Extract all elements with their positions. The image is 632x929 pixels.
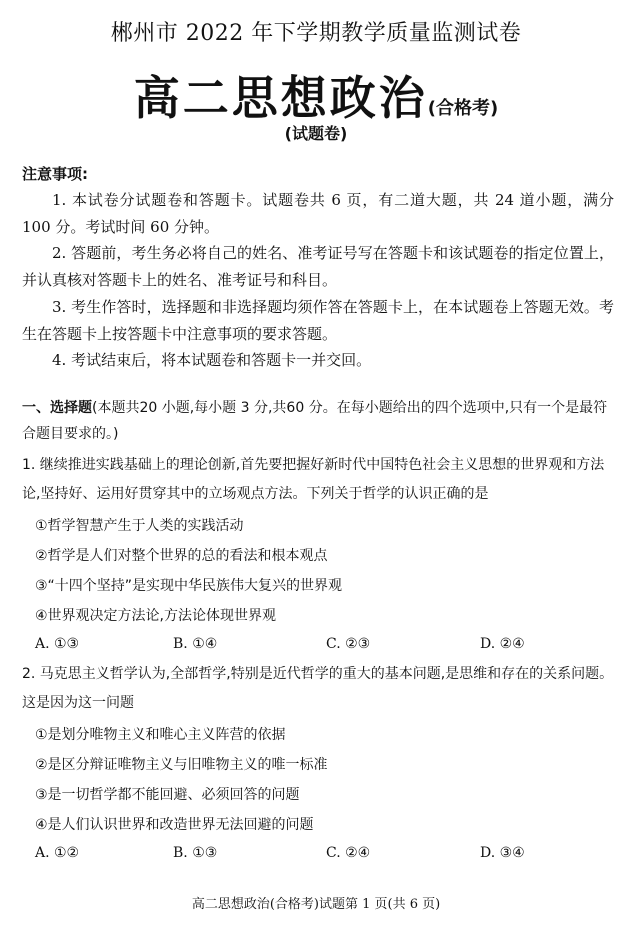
section-label: 一、选择题 — [22, 400, 92, 416]
answer-choice-c: C. ②④ — [326, 845, 371, 861]
question-stem: 2. 马克思主义哲学认为,全部哲学,特别是近代哲学的重大的基本问题,是思维和存在的关系问题。这是因为这一问题 — [22, 666, 614, 711]
question-option: ④是人们认识世界和改造世界无法回避的问题 — [35, 817, 314, 833]
subject-title — [0, 62, 632, 128]
question-option: ③是一切哲学都不能回避、必须回答的问题 — [35, 787, 300, 803]
section-description: (本题共20 小题,每小题 3 分,共60 分。在每小题给出的四个选项中,只有一个是最符合题目要求的。) — [22, 400, 608, 442]
notice-item: 4. 考试结束后，将本试题卷和答题卡一并交回。 — [52, 351, 372, 369]
question-option: ④世界观决定方法论,方法论体现世界观 — [35, 608, 276, 624]
question-stem: 1. 继续推进实践基础上的理论创新,首先要把握好新时代中国特色社会主义思想的世界观和方法论,坚持好、运用好贯穿其中的立场观点方法。下列关于哲学的认识正确的是 — [22, 457, 605, 502]
question-option: ②是区分辩证唯物主义与旧唯物主义的唯一标准 — [35, 757, 328, 773]
page-footer: 高二思想政治(合格考)试题第 1 页(共 6 页) — [191, 897, 441, 912]
answer-choice-c: C. ②③ — [326, 636, 371, 652]
notice-item: 1. 本试卷分试题卷和答题卡。试题卷共 6 页，有二道大题，共 24 道小题，满分 100 分。考试时间 60 分钟。 — [22, 191, 614, 236]
exam-type-tag: (合格考) — [427, 98, 499, 119]
answer-choice-d: D. ②④ — [480, 636, 525, 652]
answer-choice-b: B. ①③ — [173, 845, 218, 861]
answer-choice-a: A. ①③ — [35, 636, 80, 652]
answer-choice-b: B. ①④ — [173, 636, 218, 652]
notice-item: 3. 考生作答时，选择题和非选择题均须作答在答题卡上，在本试题卷上答题无效。考生在答题卡上按答题卡中注意事项的要求答题。 — [22, 298, 614, 343]
answer-choice-a: A. ①② — [35, 845, 80, 861]
section-heading — [22, 395, 614, 447]
exam-title-line: 郴州市 2022 年下学期教学质量监测试卷 — [110, 21, 522, 46]
question-option: ②哲学是人们对整个世界的总的看法和根本观点 — [35, 548, 328, 564]
paper-subtitle: (试题卷) — [284, 124, 348, 143]
answer-choice-d: D. ③④ — [480, 845, 525, 861]
question-option: ③“十四个坚持”是实现中华民族伟大复兴的世界观 — [35, 578, 343, 594]
notice-item: 2. 答题前，考生务必将自己的姓名、准考证号写在答题卡和该试题卷的指定位置上，并认真核对答题卡上的姓名、准考证号和科目。 — [22, 244, 614, 289]
notice-title: 注意事项: — [22, 165, 88, 183]
subject-name: 高二思想政治 — [133, 71, 428, 125]
question-option: ①是划分唯物主义和唯心主义阵营的依据 — [35, 727, 286, 743]
question-option: ①哲学智慧产生于人类的实践活动 — [35, 518, 244, 534]
